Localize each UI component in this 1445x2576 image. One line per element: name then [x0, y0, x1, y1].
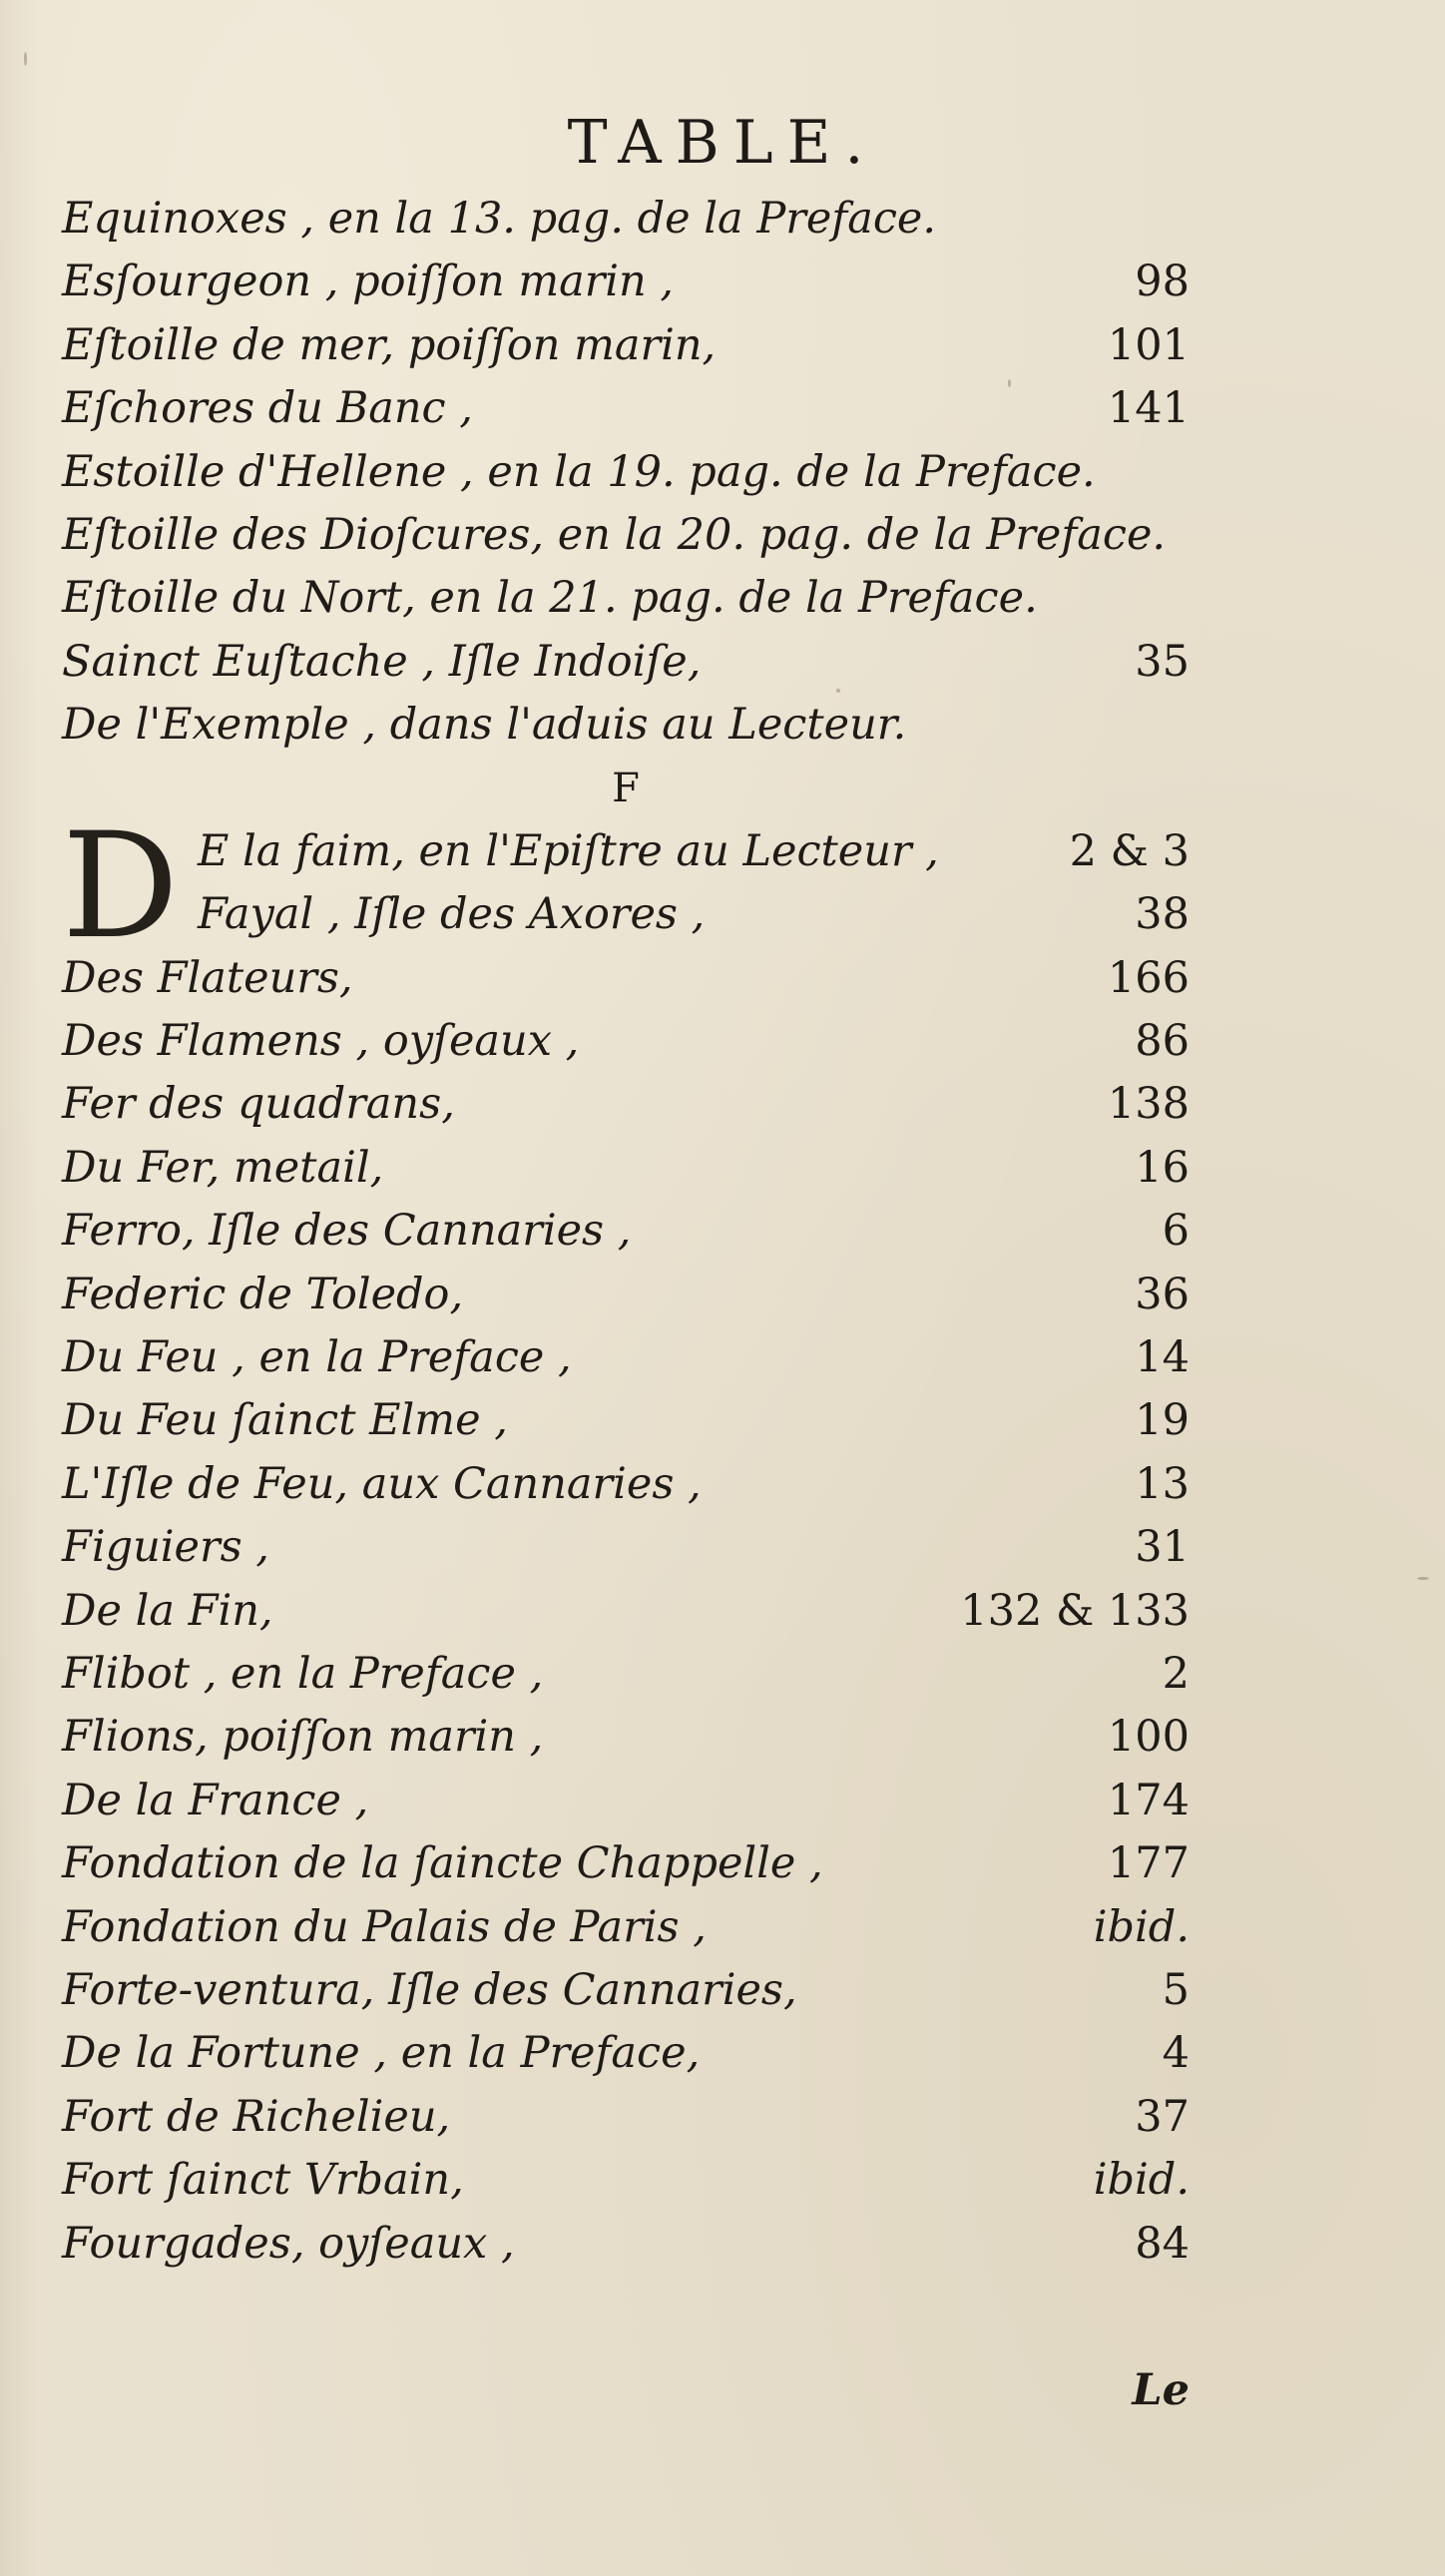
entry-page: 2 [1162, 1649, 1190, 1699]
index-entry [198, 820, 1190, 883]
entry-page: 98 [1135, 257, 1190, 307]
entry-page: 13 [1135, 1458, 1190, 1509]
index-entry [62, 1073, 1190, 1136]
entry-text: Esſourgeon , poiſſon marin , [62, 257, 675, 307]
paper-speck [1417, 1577, 1429, 1580]
entry-text: Equinoxes , en la 13. pag. de la Preface. [62, 194, 937, 244]
entry-text: Figuiers , [62, 1522, 269, 1573]
entry-text: Du Fer, metail, [62, 1142, 384, 1193]
entry-page: 132 & 133 [960, 1585, 1190, 1636]
entry-text: Fort de Richelieu, [62, 2091, 451, 2142]
entry-page: 2 & 3 [1069, 825, 1190, 876]
index-entry [62, 251, 1190, 313]
entry-page: ibid. [1093, 2155, 1190, 2206]
entry-text: Eſtoille du Nort, en la 21. pag. de la Preface. [62, 573, 1038, 624]
entry-text: Sainct Euſtache , Iſle Indoiſe, [62, 636, 702, 687]
entry-page: 166 [1107, 952, 1190, 1003]
index-entry [62, 1832, 1190, 1895]
entry-page: 141 [1107, 383, 1190, 434]
entry-text: Du Feu , en la Preface , [62, 1332, 572, 1383]
entry-text: Eſtoille des Dioſcures, en la 20. pag. de la Preface. [62, 509, 1167, 560]
running-head: TABLE. [567, 108, 878, 178]
entry-text: Eſchores du Banc , [62, 383, 473, 434]
entry-text: Estoille d'Hellene , en la 19. pag. de la Preface. [62, 446, 1096, 497]
index-entry [62, 694, 1190, 757]
entry-page: 36 [1135, 1269, 1190, 1319]
index-entry [62, 1326, 1190, 1389]
dropcap-block [62, 800, 1190, 971]
entry-text: Ferro, Iſle des Cannaries , [62, 1206, 632, 1257]
entry-text: Fondation du Palais de Paris , [62, 1901, 707, 1952]
entry-text: De l'Exemple , dans l'aduis au Lecteur. [62, 700, 907, 751]
entry-text: Forte-ventura, Iſle des Cannaries, [62, 1964, 797, 2015]
index-entry [62, 1580, 1190, 1643]
entry-page: 35 [1135, 636, 1190, 687]
index-entry [62, 567, 1190, 630]
entry-text: Federic de Toledo, [62, 1269, 464, 1319]
entry-page: ibid. [1093, 1901, 1190, 1952]
entry-page: 37 [1135, 2091, 1190, 2142]
entry-text: E la faim, en l'Epiſtre au Lecteur , [198, 825, 939, 876]
entry-text: Des Flateurs, [62, 952, 353, 1003]
section-letter: F [612, 765, 640, 811]
index-entry [62, 1200, 1190, 1263]
entry-text: De la France , [62, 1775, 369, 1825]
entry-page: 101 [1107, 319, 1190, 370]
index-entry [62, 2149, 1190, 2212]
index-entry [62, 1137, 1190, 1200]
paper-speck [24, 52, 27, 66]
entry-text: Du Feu ſainct Elme , [62, 1395, 508, 1446]
index-entry [62, 1896, 1190, 1959]
index-entry [198, 883, 1190, 946]
index-entry [62, 947, 1190, 1010]
index-entry [62, 504, 1190, 567]
index-entry [62, 377, 1190, 440]
entry-text: Fourgades, oyſeaux , [62, 2218, 515, 2269]
index-entry [62, 441, 1190, 504]
index-entry [62, 2213, 1190, 2276]
index-entry [62, 1643, 1190, 1706]
entry-text: De la Fortune , en la Preface, [62, 2028, 701, 2079]
catchword: Le [1132, 2365, 1190, 2415]
entry-text: Fort ſainct Vrbain, [62, 2155, 464, 2206]
entry-text: Eſtoille de mer, poiſſon marin, [62, 319, 717, 370]
entry-page: 4 [1162, 2028, 1190, 2079]
index-entry [62, 2022, 1190, 2085]
index-entry [62, 631, 1190, 694]
index-entry [62, 1516, 1190, 1579]
index-entry [62, 188, 1190, 251]
entry-page: 14 [1135, 1332, 1190, 1383]
index-entry [62, 314, 1190, 377]
entry-page: 5 [1162, 1964, 1190, 2015]
entry-text: Flibot , en la Preface , [62, 1649, 544, 1699]
entry-page: 19 [1135, 1395, 1190, 1446]
entry-page: 86 [1135, 1016, 1190, 1067]
entry-page: 16 [1135, 1142, 1190, 1193]
index-entry [62, 1010, 1190, 1073]
index-entry [62, 1453, 1190, 1516]
index-entry [62, 1770, 1190, 1832]
index-entry [62, 1959, 1190, 2022]
entry-text: De la Fin, [62, 1585, 273, 1636]
entry-page: 31 [1135, 1522, 1190, 1573]
index-entry [62, 1389, 1190, 1452]
entry-text: Fayal , Iſle des Axores , [198, 889, 706, 940]
entry-text: Flions, poiſſon marin , [62, 1712, 544, 1763]
index-entry [62, 1264, 1190, 1326]
entry-page: 6 [1162, 1206, 1190, 1257]
entry-page: 138 [1107, 1079, 1190, 1130]
index-entries [62, 188, 1190, 2276]
entry-page: 84 [1135, 2218, 1190, 2269]
entry-page: 177 [1107, 1838, 1190, 1889]
entry-page: 38 [1135, 889, 1190, 940]
entry-text: Fer des quadrans, [62, 1079, 455, 1130]
entry-text: Des Flamens , oyſeaux , [62, 1016, 580, 1067]
entry-page: 100 [1107, 1712, 1190, 1763]
drop-cap: D [62, 800, 180, 971]
entry-text: Fondation de la ſaincte Chappelle , [62, 1838, 823, 1889]
entry-text: L'Iſle de Feu, aux Cannaries , [62, 1458, 702, 1509]
entry-page: 174 [1107, 1775, 1190, 1825]
index-entry [62, 1706, 1190, 1769]
index-entry [62, 2086, 1190, 2149]
